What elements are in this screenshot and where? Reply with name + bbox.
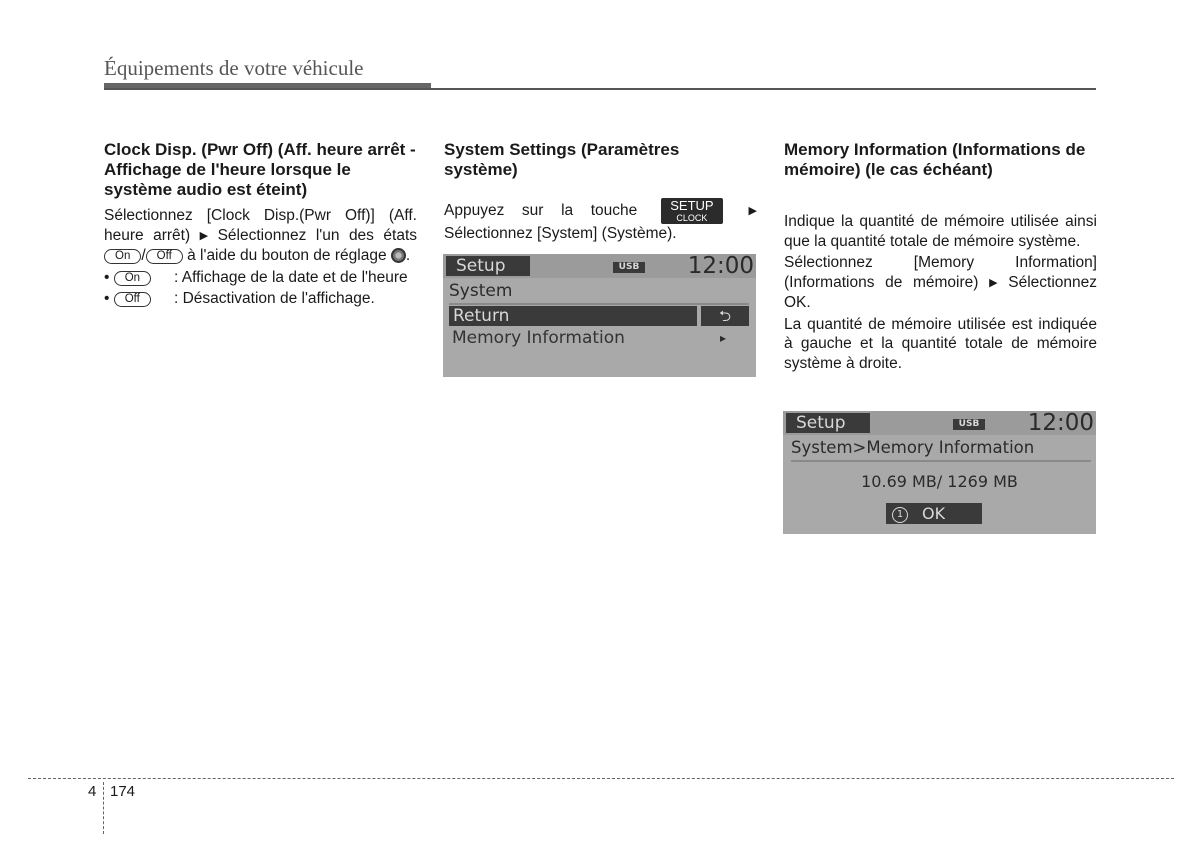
on-button-icon: On	[114, 271, 151, 286]
column-system-settings	[444, 140, 757, 244]
paragraph	[784, 253, 1097, 313]
footer-divider	[28, 778, 1174, 779]
arrow-right-icon: ▶	[199, 229, 209, 242]
list-item: • Off : Désactivation de l'affichage.	[104, 289, 417, 309]
paragraph	[444, 198, 757, 244]
instruction-text: Sélectionnez OK.	[784, 273, 1097, 311]
screen-title: System	[449, 281, 749, 305]
usb-icon: USB	[613, 262, 645, 273]
screen-clock: 12:00	[687, 254, 754, 279]
paragraph: Indique la quantité de mémoire utilisée ainsi que la quantité totale de mémoire système.	[784, 213, 1097, 250]
usb-icon: USB	[953, 419, 985, 430]
screen-return-item: Return	[449, 306, 697, 326]
chapter-number: 4	[88, 783, 97, 800]
footer-vertical-divider	[103, 782, 104, 834]
tune-knob-icon	[391, 248, 406, 263]
screen-title: System>Memory Information	[791, 438, 1091, 462]
list-item-text: : Affichage de la date et de l'heure	[174, 268, 408, 286]
off-button-icon: Off	[146, 249, 183, 264]
lcd-screen-memory	[783, 411, 1096, 534]
screen-clock: 12:00	[1027, 411, 1094, 436]
number-one-icon: 1	[892, 507, 908, 523]
screen-memory-item: Memory Information	[452, 328, 625, 348]
instruction-text: à l'aide du bouton de réglage	[187, 247, 387, 264]
section-heading: Memory Information (Informations de mémoire) (le cas échéant)	[784, 140, 1086, 179]
lcd-screen-system	[443, 254, 756, 377]
return-arrow-icon: ⮌	[701, 306, 749, 326]
arrow-right-icon: ▶	[748, 205, 758, 217]
arrow-right-icon: ▶	[989, 276, 998, 289]
instruction-text: Sélectionnez [Memory Information] (Informations de mémoire)	[784, 254, 1097, 291]
ok-label: OK	[922, 504, 946, 523]
on-button-icon: On	[104, 249, 141, 264]
memory-values: 10.69 MB/ 1269 MB	[861, 472, 1018, 491]
page-header-title: Équipements de votre véhicule	[104, 56, 364, 80]
section-heading: System Settings (Paramètres système)	[444, 140, 680, 179]
list-item-text: : Désactivation de l'affichage.	[174, 290, 375, 307]
paragraph: La quantité de mémoire utilisée est indiquée à gauche et la quantité totale de mémoire système à droite.	[784, 315, 1097, 372]
screen-ok-button	[886, 503, 982, 524]
instruction-text: Sélectionnez [System] (Système).	[444, 225, 677, 242]
setup-clock-key-icon: SETUP CLOCK	[661, 198, 723, 224]
off-button-icon: Off	[114, 292, 151, 307]
screen-tab-setup: Setup	[786, 413, 870, 433]
paragraph: Sélectionnez [Clock Disp.(Pwr Off)] (Aff. heure arrêt) ▶ Sélectionnez l'un des états On / Off à l'aide du bouton de réglage .	[104, 207, 418, 264]
list-item: • On : Affichage de la date et de l'heure	[104, 268, 417, 288]
column-memory-information	[784, 140, 1097, 373]
instruction-text: Sélectionnez l'un des états	[217, 226, 418, 244]
page-number: 174	[110, 783, 136, 800]
column-clock-display	[104, 140, 417, 309]
header-rule-thin	[104, 88, 1096, 90]
section-heading: Clock Disp. (Pwr Off) (Aff. heure arrêt - Affichage de l'heure lorsque le système audio est éteint)	[104, 140, 416, 199]
screen-tab-setup: Setup	[446, 256, 530, 276]
instruction-text: Sélectionnez [Clock Disp.(Pwr Off)] (Aff. heure arrêt)	[104, 207, 417, 244]
instruction-text: Appuyez sur la touche	[444, 202, 638, 219]
arrow-right-icon: ▸	[720, 331, 727, 345]
